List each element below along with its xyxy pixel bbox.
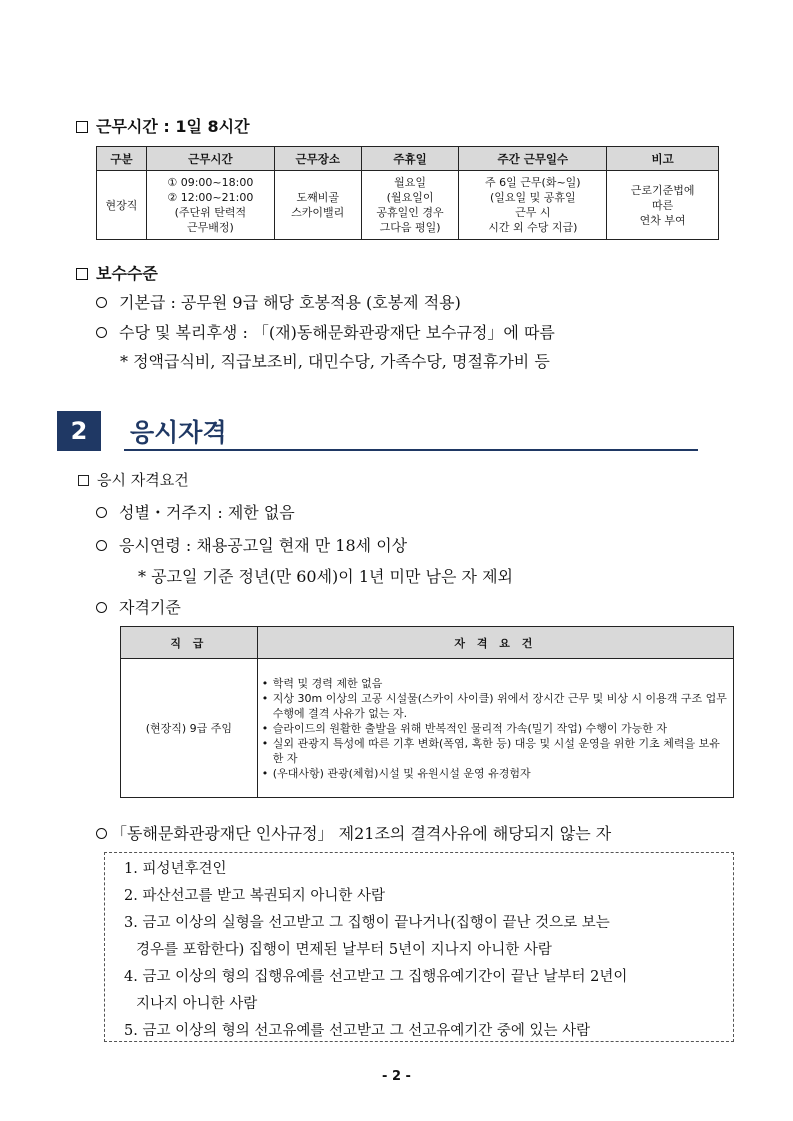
- list-item: • 지상 30m 이상의 고공 시설물(스카이 사이클) 위에서 장시간 근무 및 비상 시 이용객 구조 업무 수행에 결격 사유가 없는 자.: [262, 691, 729, 721]
- table-header-row: [121, 627, 734, 659]
- criteria-heading: 자격기준: [96, 595, 181, 618]
- table-header-row: [97, 147, 719, 171]
- category-cell: 현장직: [97, 171, 147, 240]
- square-bullet-icon: [76, 268, 88, 280]
- pay-heading: 보수수준: [76, 261, 158, 284]
- list-item: • (우대사항) 관광(체험)시설 및 유원시설 운영 유경험자: [262, 766, 729, 781]
- list-item: 4. 금고 이상의 형의 집행유예를 선고받고 그 집행유예기간이 끝난 날부터 2년이: [124, 969, 628, 985]
- circle-bullet-icon: [96, 540, 107, 551]
- table-header: 구분: [97, 147, 147, 171]
- page-number: - 2 -: [382, 1069, 411, 1084]
- table-header: 직 급: [121, 627, 258, 659]
- section-underline: [124, 449, 698, 451]
- list-item-continued: 지나지 아니한 사람: [136, 996, 258, 1012]
- square-bullet-icon: [78, 475, 89, 486]
- list-item: • 학력 및 경력 제한 없음: [262, 676, 729, 691]
- list-item: 3. 금고 이상의 실형을 선고받고 그 집행이 끝나거나(집행이 끝난 것으로 보는: [124, 915, 610, 931]
- pay-note: * 정액급식비, 직급보조비, 대민수당, 가족수당, 명절휴가비 등: [120, 352, 550, 371]
- requirements-cell: [257, 659, 733, 798]
- age-note: * 공고일 기준 정년(만 60세)이 1년 미만 남은 자 제외: [138, 567, 514, 586]
- section-title: 응시자격: [130, 418, 227, 447]
- list-item: • 슬라이드의 원활한 출발을 위해 반복적인 물리적 가속(밀기 작업) 수행이 가능한 자: [262, 721, 729, 736]
- circle-bullet-icon: [96, 327, 107, 338]
- list-item: • 실외 관광지 특성에 따른 기후 변화(폭염, 혹한 등) 대응 및 시설 운영을 위한 기초 체력을 보유한 자: [262, 736, 729, 766]
- weekly-holiday-cell: 월요일 (월요일이 공휴일인 경우 그다음 평일): [361, 171, 459, 240]
- grade-cell: (현장직) 9급 주임: [121, 659, 258, 798]
- table-row: [97, 171, 719, 240]
- list-item: 성별・거주지 : 제한 없음: [96, 500, 295, 523]
- work-hours-heading: 근무시간 : 1일 8시간: [76, 114, 250, 137]
- table-header: 주간 근무일수: [459, 147, 607, 171]
- disqualification-heading: 「동해문화관광재단 인사규정」 제21조의 결격사유에 해당되지 않는 자: [96, 821, 611, 844]
- table-header: 근무시간: [146, 147, 274, 171]
- list-item: 기본급 : 공무원 9급 해당 호봉적용 (호봉제 적용): [96, 290, 461, 313]
- list-item: 응시연령 : 채용공고일 현재 만 18세 이상: [96, 533, 407, 556]
- table-header: 주휴일: [361, 147, 459, 171]
- weekly-days-cell: 주 6일 근무(화~일) (일요일 및 공휴일 근무 시 시간 외 수당 지급): [459, 171, 607, 240]
- table-header: 자 격 요 건: [257, 627, 733, 659]
- circle-bullet-icon: [96, 828, 107, 839]
- list-item: 2. 파산선고를 받고 복권되지 아니한 사람: [124, 888, 385, 904]
- section-number: 2: [57, 411, 101, 451]
- work-hours-table: [96, 146, 719, 240]
- table-header: 비고: [607, 147, 719, 171]
- table-row: [121, 659, 734, 798]
- circle-bullet-icon: [96, 602, 107, 613]
- criteria-table: [120, 626, 734, 798]
- list-item: 5. 금고 이상의 형의 선고유예를 선고받고 그 선고유예기간 중에 있는 사람: [124, 1023, 591, 1039]
- circle-bullet-icon: [96, 507, 107, 518]
- table-header: 근무장소: [274, 147, 361, 171]
- place-cell: 도째비골 스카이밸리: [274, 171, 361, 240]
- list-item-continued: 경우를 포함한다) 집행이 면제된 날부터 5년이 지나지 아니한 사람: [136, 942, 552, 958]
- eligibility-heading: 응시 자격요건: [78, 469, 189, 490]
- list-item: 1. 피성년후견인: [124, 861, 227, 877]
- note-cell: 근로기준법에 따른 연차 부여: [607, 171, 719, 240]
- circle-bullet-icon: [96, 297, 107, 308]
- list-item: 수당 및 복리후생 : 「(재)동해문화관광재단 보수규정」에 따름: [96, 320, 555, 343]
- hours-cell: ① 09:00~18:00 ② 12:00~21:00 (주단위 탄력적 근무배정): [146, 171, 274, 240]
- square-bullet-icon: [76, 121, 88, 133]
